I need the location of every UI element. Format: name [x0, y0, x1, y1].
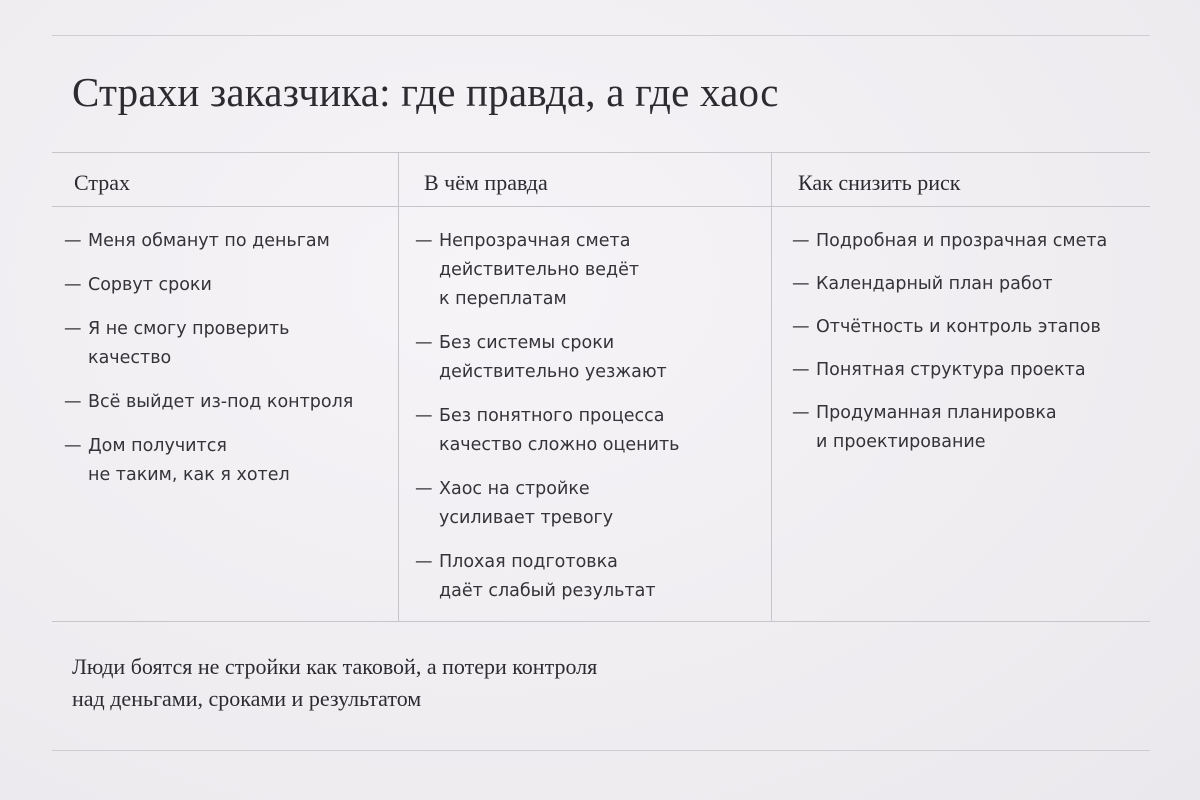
- comparison-table: [52, 152, 1150, 622]
- column-header-truth: В чём правда: [424, 170, 548, 195]
- bullet-dash: —: [64, 392, 82, 412]
- bullet-dash: —: [64, 319, 82, 339]
- bullet-dash: —: [792, 360, 810, 380]
- list-item-text: Плохая подготовка даёт слабый результат: [439, 552, 656, 601]
- fear-list: [64, 227, 353, 505]
- list-item-text: Отчётность и контроль этапов: [816, 317, 1101, 337]
- list-item-text: Без системы сроки действительно уезжают: [439, 333, 667, 382]
- bullet-dash: —: [792, 317, 810, 337]
- list-item: [792, 356, 1107, 385]
- list-item: [415, 329, 680, 387]
- list-item: [64, 388, 353, 417]
- list-item: [415, 475, 680, 533]
- bullet-dash: —: [792, 231, 810, 251]
- list-item-text: Без понятного процесса качество сложно оценить: [439, 406, 680, 455]
- bullet-dash: —: [415, 406, 433, 426]
- bullet-dash: —: [415, 231, 433, 251]
- list-item: [415, 227, 680, 314]
- table-bottom-border: [52, 621, 1150, 622]
- column-header-fear: Страх: [74, 170, 131, 195]
- list-item: [792, 227, 1107, 256]
- list-item: [64, 315, 353, 373]
- list-item: [792, 399, 1107, 457]
- column-header-mitigation: Как снизить риск: [798, 170, 961, 195]
- list-item-text: Я не смогу проверить качество: [88, 319, 290, 368]
- summary-text: Люди боятся не стройки как таковой, а потери контроля над деньгами, сроками и результатом: [72, 654, 598, 711]
- truth-list: [415, 227, 680, 621]
- list-item: [415, 548, 680, 606]
- list-item-text: Непрозрачная смета действительно ведёт к переплатам: [439, 231, 640, 309]
- bottom-divider: [52, 750, 1150, 751]
- bullet-dash: —: [64, 275, 82, 295]
- list-item: [64, 271, 353, 300]
- table-top-border: [52, 152, 1150, 153]
- bullet-dash: —: [64, 231, 82, 251]
- list-item-text: Календарный план работ: [816, 274, 1053, 294]
- list-item: [64, 227, 353, 256]
- top-divider: [52, 35, 1150, 36]
- list-item-text: Меня обманут по деньгам: [88, 231, 330, 251]
- mitigation-list: [792, 227, 1107, 471]
- list-item-text: Хаос на стройке усиливает тревогу: [439, 479, 614, 528]
- bullet-dash: —: [792, 274, 810, 294]
- list-item-text: Понятная структура проекта: [816, 360, 1086, 380]
- bullet-dash: —: [792, 403, 810, 423]
- list-item-text: Продуманная планировка и проектирование: [816, 403, 1057, 452]
- bullet-dash: —: [415, 333, 433, 353]
- bullet-dash: —: [415, 479, 433, 499]
- list-item: [415, 402, 680, 460]
- list-item-text: Дом получится не таким, как я хотел: [88, 436, 290, 485]
- bullet-dash: —: [415, 552, 433, 572]
- list-item-text: Всё выйдет из-под контроля: [88, 392, 354, 412]
- list-item: [792, 313, 1107, 342]
- bullet-dash: —: [64, 436, 82, 456]
- list-item-text: Подробная и прозрачная смета: [816, 231, 1108, 251]
- column-divider: [398, 152, 399, 622]
- list-item: [64, 432, 353, 490]
- page-title: Страхи заказчика: где правда, а где хаос: [72, 69, 779, 115]
- list-item-text: Сорвут сроки: [88, 275, 212, 295]
- table-header-border: [52, 206, 1150, 207]
- list-item: [792, 270, 1107, 299]
- column-divider: [771, 152, 772, 622]
